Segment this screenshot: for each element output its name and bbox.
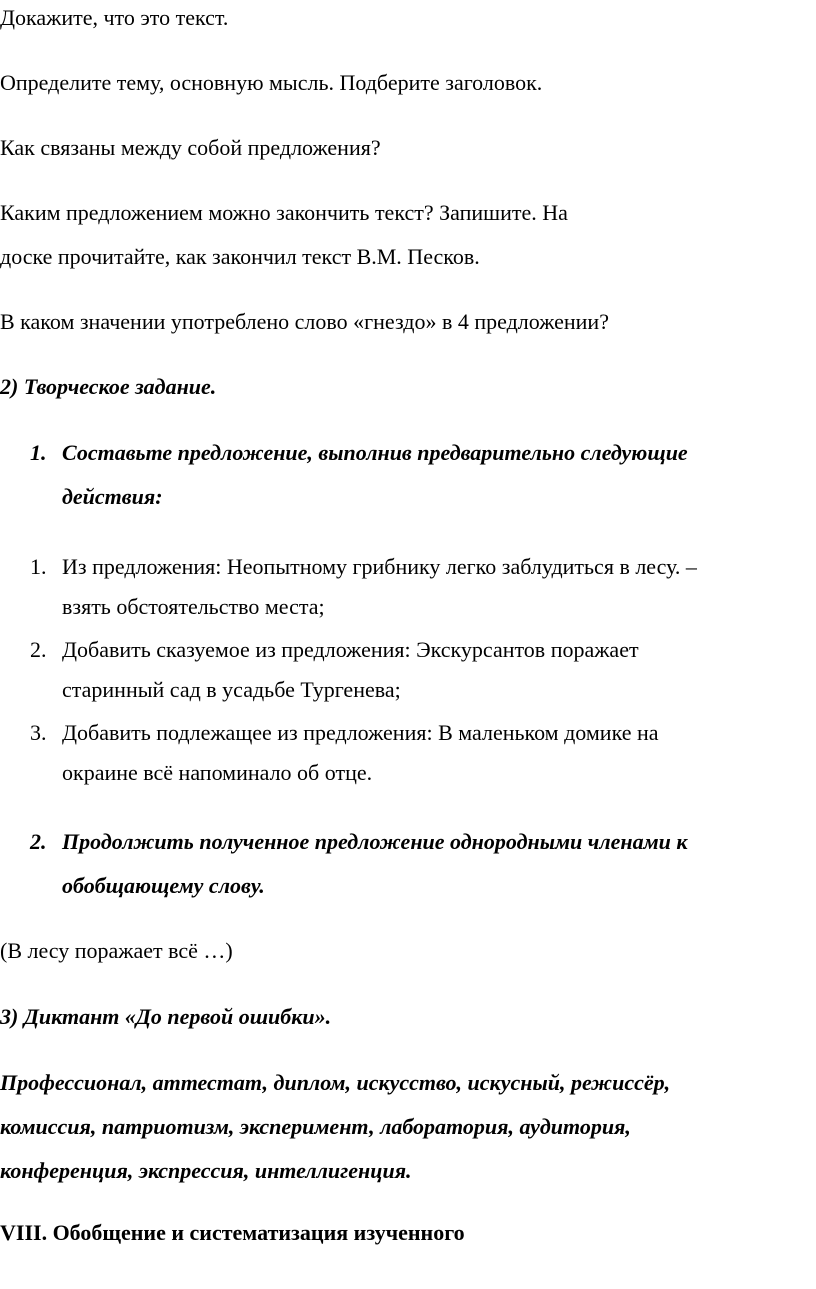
question-prove-text: Докажите, что это текст.: [0, 5, 229, 30]
dictation-words-line1: Профессионал, аттестат, диплом, искусство, искусный, режиссёр,: [0, 1070, 671, 1095]
step2-number: 2.: [30, 637, 47, 662]
section-summary-heading: VIII. Обобщение и систематизация изученного: [0, 1220, 465, 1245]
question-sentence-links: Как связаны между собой предложения?: [0, 135, 381, 160]
step3-number: 3.: [30, 720, 47, 745]
question-ending-line2: доске прочитайте, как закончил текст В.М. Песков.: [0, 244, 480, 269]
step3-line1: Добавить подлежащее из предложения: В маленьком домике на: [62, 720, 659, 745]
task1-line1: Составьте предложение, выполнив предварительно следующие: [62, 440, 688, 465]
step2-line2: старинный сад в усадьбе Тургенева;: [62, 677, 401, 702]
step3-line2: окраине всё напоминало об отце.: [62, 760, 373, 785]
question-theme: Определите тему, основную мысль. Подберите заголовок.: [0, 70, 543, 95]
question-word-meaning: В каком значении употреблено слово «гнездо» в 4 предложении?: [0, 309, 609, 334]
task1-line2: действия:: [62, 484, 163, 509]
task2-line2: обобщающему слову.: [62, 873, 265, 898]
step1-number: 1.: [30, 554, 47, 579]
task2-line1: Продолжить полученное предложение однородными членами к: [62, 829, 688, 854]
example-sentence: (В лесу поражает всё …): [0, 938, 233, 963]
step1-line2: взять обстоятельство места;: [62, 594, 325, 619]
step2-line1: Добавить сказуемое из предложения: Экскурсантов поражает: [62, 637, 639, 662]
question-ending-line1: Каким предложением можно закончить текст? Запишите. На: [0, 200, 568, 225]
dictation-words-line3: конференция, экспрессия, интеллигенция.: [0, 1158, 412, 1183]
step1-line1: Из предложения: Неопытному грибнику легко заблудиться в лесу. –: [62, 554, 697, 579]
task2-number: 2.: [30, 829, 47, 854]
task1-number: 1.: [30, 440, 47, 465]
dictation-words-line2: комиссия, патриотизм, эксперимент, лаборатория, аудитория,: [0, 1114, 631, 1139]
section-dictation-heading: 3) Диктант «До первой ошибки».: [0, 1004, 332, 1029]
section-creative-heading: 2) Творческое задание.: [0, 374, 217, 399]
